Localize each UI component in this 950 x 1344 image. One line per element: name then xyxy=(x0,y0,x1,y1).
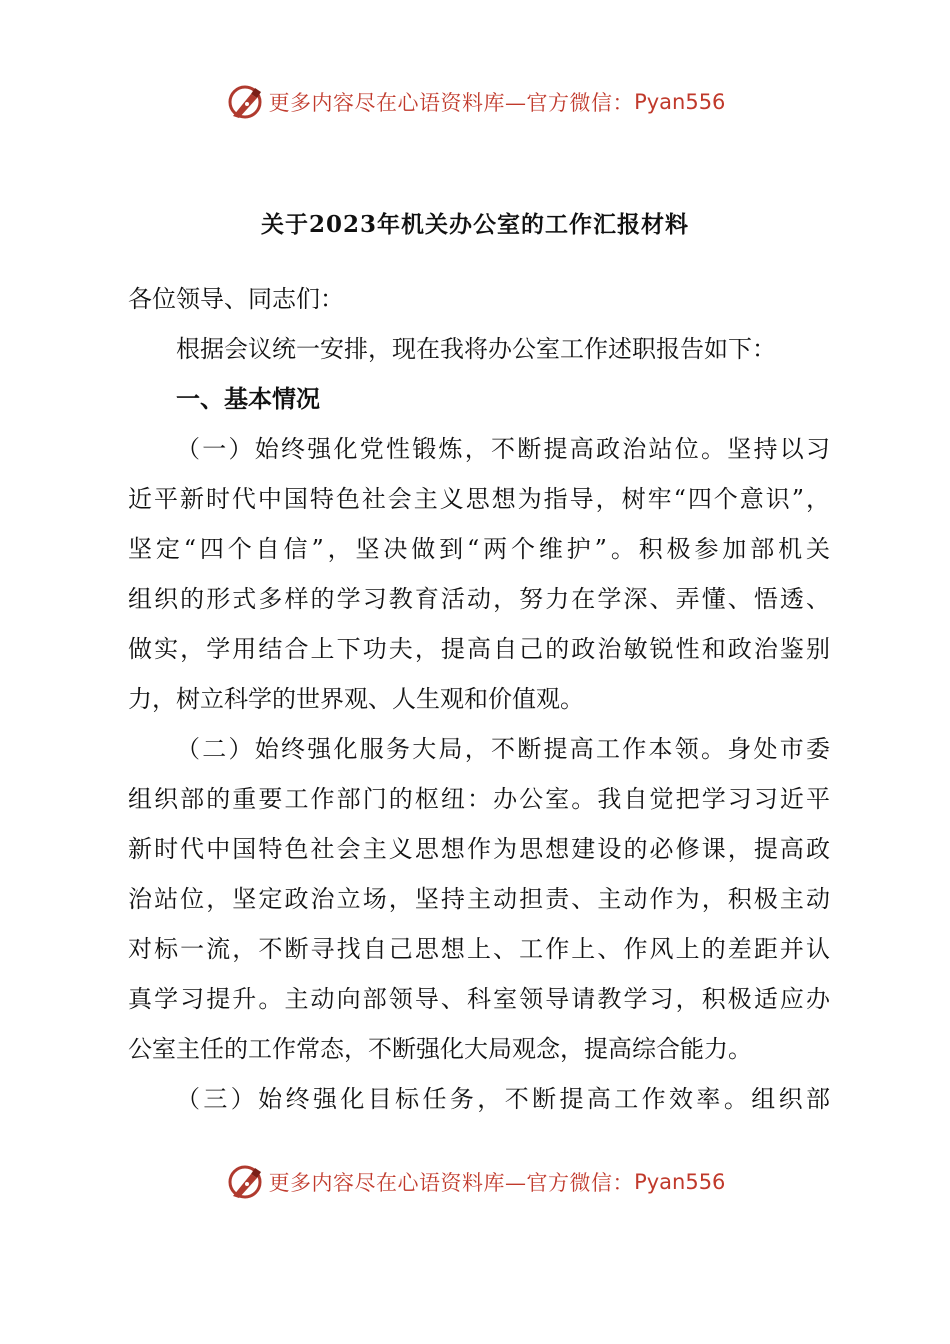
pen-nib-logo-icon xyxy=(225,82,265,122)
greeting: 各位领导、同志们： xyxy=(128,285,344,313)
paragraph-line: 治站位，坚定政治立场，坚持主动担责、主动作为，积极主动 xyxy=(128,885,830,913)
section-heading: 一、基本情况 xyxy=(176,384,320,413)
paragraph-line: 坚定“四个自信”，坚决做到“两个维护”。积极参加部机关 xyxy=(128,535,830,563)
paragraph-line: 近平新时代中国特色社会主义思想为指导，树牢“四个意识”， xyxy=(128,485,830,513)
paragraph-line: 力，树立科学的世界观、人生观和价值观。 xyxy=(128,685,584,713)
document-title: 关于2023年机关办公室的工作汇报材料 xyxy=(260,211,689,238)
paragraph-line: （三）始终强化目标任务，不断提高工作效率。组织部 xyxy=(176,1085,830,1113)
document-body xyxy=(128,324,830,1124)
paragraph-line: （一）始终强化党性锻炼，不断提高政治站位。坚持以习 xyxy=(176,435,830,463)
pen-nib-logo-icon xyxy=(225,1162,265,1202)
paragraph-line: （二）始终强化服务大局，不断提高工作本领。身处市委 xyxy=(176,735,830,763)
paragraph-line: 真学习提升。主动向部领导、科室领导请教学习，积极适应办 xyxy=(128,985,830,1013)
wechat-id: Pyan556 xyxy=(634,90,726,114)
paragraph-line: 公室主任的工作常态，不断强化大局观念，提高综合能力。 xyxy=(128,1035,752,1063)
paragraph-line: 新时代中国特色社会主义思想作为思想建设的必修课，提高政 xyxy=(128,835,830,863)
paragraph-line: 对标一流，不断寻找自己思想上、工作上、作风上的差距并认 xyxy=(128,935,830,963)
watermark-banner-bottom xyxy=(0,1160,950,1204)
wechat-id: Pyan556 xyxy=(634,1170,726,1194)
paragraph-line: 做实，学用结合上下功夫，提高自己的政治敏锐性和政治鉴别 xyxy=(128,635,830,663)
paragraph-line: 组织部的重要工作部门的枢纽：办公室。我自觉把学习习近平 xyxy=(128,785,830,813)
watermark-banner-top xyxy=(0,80,950,124)
watermark-text: 更多内容尽在心语资料库—官方微信： xyxy=(268,1171,635,1195)
paragraph-line: 组织的形式多样的学习教育活动，努力在学深、弄懂、悟透、 xyxy=(128,585,830,613)
intro-paragraph: 根据会议统一安排，现在我将办公室工作述职报告如下： xyxy=(176,335,776,363)
watermark-text: 更多内容尽在心语资料库—官方微信： xyxy=(268,91,635,115)
